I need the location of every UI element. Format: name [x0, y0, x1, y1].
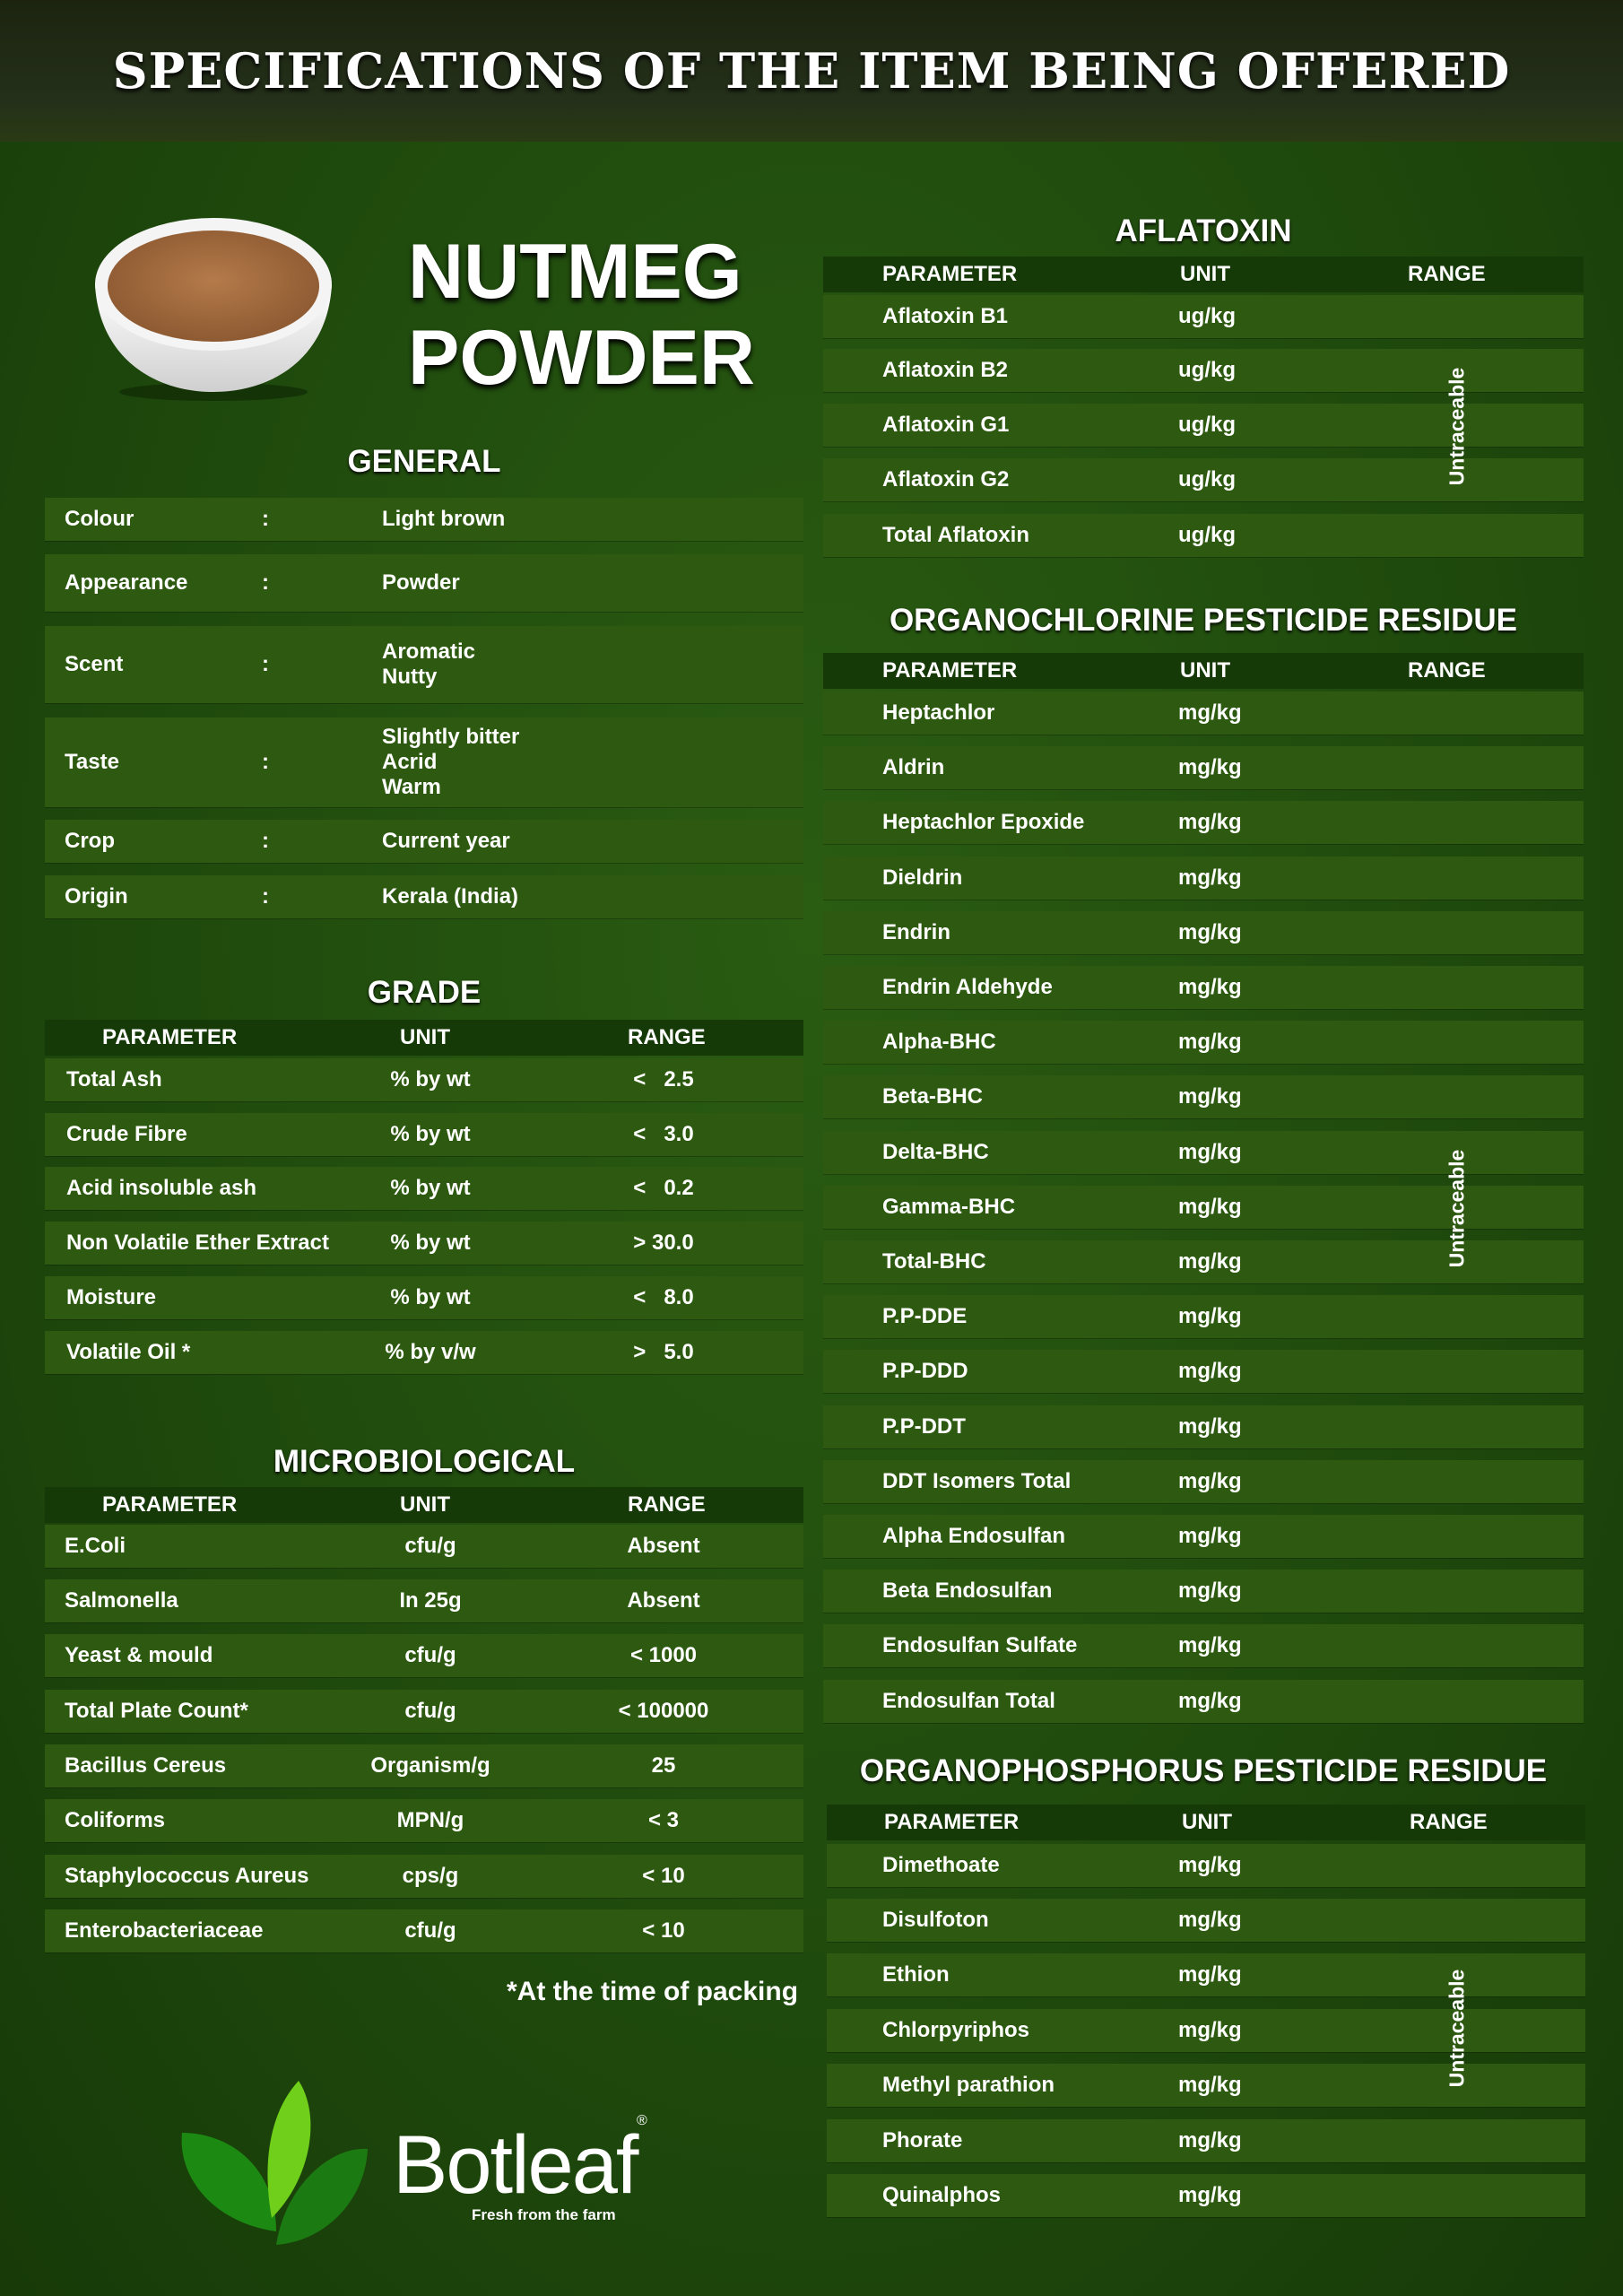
general-value-line: Kerala (India) — [382, 884, 519, 909]
aflatoxin-range-untraceable: Untraceable — [1445, 367, 1469, 486]
micro-range: < 3 — [647, 1808, 680, 1832]
micro-parameter: Total Plate Count* — [65, 1699, 248, 1723]
grade-unit: % by wt — [390, 1231, 471, 1255]
micro-row — [45, 1909, 803, 1952]
organophosphorus-unit: mg/kg — [1178, 2128, 1242, 2152]
grade-range: < 0.2 — [633, 1176, 694, 1200]
organochlorine-header-range: RANGE — [1408, 658, 1486, 683]
general-value-line: Slightly bitter — [382, 725, 520, 749]
micro-header-parameter: PARAMETER — [102, 1492, 238, 1517]
general-row — [45, 875, 803, 918]
grade-row — [45, 1222, 803, 1265]
organochlorine-parameter: P.P-DDE — [882, 1304, 968, 1329]
general-value-line: Powder — [382, 570, 460, 595]
general-value-line: Warm — [382, 775, 441, 799]
organochlorine-parameter: Alpha-BHC — [882, 1030, 996, 1055]
organochlorine-parameter: Endrin — [882, 919, 950, 944]
grade-unit: % by wt — [390, 1285, 471, 1309]
organochlorine-row — [823, 1075, 1584, 1118]
organochlorine-row — [823, 1295, 1584, 1338]
organochlorine-parameter: DDT Isomers Total — [882, 1468, 1072, 1493]
organochlorine-unit: mg/kg — [1178, 700, 1242, 725]
micro-range: Absent — [627, 1534, 700, 1558]
product-title — [408, 229, 785, 401]
micro-row — [45, 1525, 803, 1568]
general-value — [382, 718, 519, 807]
general-row — [45, 718, 803, 807]
general-row — [45, 626, 803, 703]
micro-unit: In 25g — [399, 1588, 462, 1613]
organochlorine-row — [823, 1240, 1584, 1283]
grade-parameter: Acid insoluble ash — [66, 1176, 257, 1200]
aflatoxin-row — [823, 295, 1584, 338]
general-value-line: Light brown — [382, 507, 506, 531]
organochlorine-parameter: Heptachlor Epoxide — [882, 810, 1085, 835]
organochlorine-unit: mg/kg — [1178, 919, 1242, 944]
organophosphorus-row — [827, 2009, 1585, 2052]
product-title-line2: POWDER — [408, 315, 755, 401]
micro-parameter: Coliforms — [65, 1808, 166, 1832]
organochlorine-unit: mg/kg — [1178, 1578, 1242, 1604]
grade-row — [45, 1113, 803, 1156]
general-row — [45, 498, 803, 541]
micro-unit: cfu/g — [404, 1699, 456, 1723]
organophosphorus-section-title: ORGANOPHOSPHORUS PESTICIDE RESIDUE — [859, 1753, 1548, 1788]
general-value-line: Nutty — [382, 665, 438, 689]
organophosphorus-row — [827, 2064, 1585, 2107]
micro-range: < 10 — [642, 1918, 685, 1943]
organochlorine-header-parameter: PARAMETER — [882, 658, 1018, 683]
micro-range: < 1000 — [629, 1643, 698, 1667]
organophosphorus-row — [827, 2174, 1585, 2217]
aflatoxin-header-range: RANGE — [1408, 262, 1486, 286]
micro-range: < 10 — [642, 1864, 685, 1888]
organophosphorus-row — [827, 1899, 1585, 1942]
organophosphorus-unit: mg/kg — [1178, 2018, 1242, 2042]
registered-mark: ® — [637, 2113, 647, 2128]
micro-range: Absent — [627, 1588, 700, 1613]
micro-header-row — [45, 1487, 803, 1523]
organochlorine-parameter: Beta-BHC — [882, 1084, 984, 1109]
grade-parameter: Moisture — [66, 1285, 157, 1309]
grade-unit: % by v/w — [385, 1340, 476, 1364]
grade-header-range: RANGE — [628, 1025, 706, 1049]
organochlorine-row — [823, 1350, 1584, 1393]
grade-section-title: GRADE — [367, 975, 482, 1010]
grade-row — [45, 1058, 803, 1101]
aflatoxin-unit: ug/kg — [1178, 304, 1236, 328]
grade-parameter: Non Volatile Ether Extract — [66, 1231, 329, 1255]
organochlorine-parameter: Aldrin — [882, 755, 945, 780]
micro-unit: cps/g — [402, 1864, 459, 1888]
organochlorine-unit: mg/kg — [1178, 1194, 1242, 1219]
organochlorine-row — [823, 1131, 1584, 1174]
grade-parameter: Total Ash — [66, 1067, 162, 1091]
organochlorine-row — [823, 746, 1584, 789]
header-banner — [0, 0, 1623, 142]
organochlorine-unit: mg/kg — [1178, 1633, 1242, 1658]
grade-unit: % by wt — [390, 1176, 471, 1200]
organochlorine-header-unit: UNIT — [1180, 658, 1230, 683]
organophosphorus-unit: mg/kg — [1178, 1962, 1242, 1987]
organochlorine-unit: mg/kg — [1178, 1468, 1242, 1493]
organochlorine-unit: mg/kg — [1178, 975, 1242, 999]
aflatoxin-parameter: Aflatoxin G1 — [882, 413, 1010, 437]
grade-parameter: Crude Fibre — [66, 1122, 187, 1146]
organochlorine-section-title: ORGANOCHLORINE PESTICIDE RESIDUE — [889, 603, 1518, 638]
general-label: Colour — [65, 507, 135, 531]
grade-range: < 2.5 — [633, 1067, 694, 1091]
organophosphorus-header-range: RANGE — [1410, 1810, 1488, 1834]
general-separator: : — [262, 507, 269, 531]
organochlorine-unit: mg/kg — [1178, 1359, 1242, 1384]
grade-unit: % by wt — [390, 1122, 471, 1146]
organochlorine-row — [823, 1405, 1584, 1448]
aflatoxin-parameter: Aflatoxin B1 — [882, 304, 1009, 328]
organochlorine-unit: mg/kg — [1178, 1084, 1242, 1109]
organochlorine-row — [823, 1186, 1584, 1229]
grade-row — [45, 1331, 803, 1374]
organochlorine-parameter: P.P-DDD — [882, 1359, 968, 1384]
micro-range: < 100000 — [618, 1699, 709, 1723]
organochlorine-row — [823, 857, 1584, 900]
organophosphorus-parameter: Chlorpyriphos — [882, 2018, 1030, 2042]
organochlorine-row — [823, 801, 1584, 844]
grade-row — [45, 1167, 803, 1210]
micro-parameter: Staphylococcus Aureus — [65, 1864, 309, 1888]
organochlorine-unit: mg/kg — [1178, 1139, 1242, 1164]
organophosphorus-unit: mg/kg — [1178, 2183, 1242, 2207]
general-value-line: Aromatic — [382, 639, 476, 664]
micro-unit: cfu/g — [404, 1534, 456, 1558]
organochlorine-parameter: Beta Endosulfan — [882, 1578, 1053, 1604]
micro-parameter: Yeast & mould — [65, 1643, 213, 1667]
grade-parameter: Volatile Oil * — [66, 1340, 191, 1364]
aflatoxin-header-unit: UNIT — [1180, 262, 1230, 286]
organophosphorus-parameter: Ethion — [882, 1962, 950, 1987]
organochlorine-parameter: Gamma-BHC — [882, 1194, 1016, 1219]
aflatoxin-row — [823, 458, 1584, 501]
general-label: Appearance — [65, 570, 188, 595]
aflatoxin-unit: ug/kg — [1178, 358, 1236, 382]
general-label: Taste — [65, 750, 119, 774]
micro-unit: Organism/g — [370, 1753, 490, 1778]
organochlorine-row — [823, 1021, 1584, 1064]
organochlorine-unit: mg/kg — [1178, 1249, 1242, 1274]
organochlorine-parameter: Endosulfan Total — [882, 1688, 1055, 1713]
organochlorine-parameter: Endosulfan Sulfate — [882, 1633, 1078, 1658]
organochlorine-unit: mg/kg — [1178, 1413, 1242, 1439]
micro-row — [45, 1579, 803, 1622]
aflatoxin-header-parameter: PARAMETER — [882, 262, 1018, 286]
grade-range: < 8.0 — [633, 1285, 694, 1309]
page-title: SPECIFICATIONS OF THE ITEM BEING OFFERED — [112, 42, 1511, 100]
organochlorine-parameter: Heptachlor — [882, 700, 995, 725]
general-label: Scent — [65, 652, 124, 676]
organochlorine-range-untraceable: Untraceable — [1445, 1149, 1469, 1268]
organophosphorus-header-parameter: PARAMETER — [884, 1810, 1020, 1834]
general-separator: : — [262, 829, 269, 853]
general-value — [382, 626, 475, 703]
general-label: Origin — [65, 884, 128, 909]
organochlorine-row — [823, 1570, 1584, 1613]
organochlorine-parameter: Delta-BHC — [882, 1139, 989, 1164]
organochlorine-parameter: Total-BHC — [882, 1249, 986, 1274]
organophosphorus-header-row — [827, 1805, 1585, 1840]
grade-row — [45, 1276, 803, 1319]
grade-header-row — [45, 1020, 803, 1056]
organophosphorus-unit: mg/kg — [1178, 2073, 1242, 2097]
aflatoxin-parameter: Aflatoxin G2 — [882, 467, 1010, 491]
organochlorine-row — [823, 691, 1584, 735]
general-separator: : — [262, 750, 269, 774]
organophosphorus-range-untraceable: Untraceable — [1445, 1969, 1469, 2088]
grade-header-parameter: PARAMETER — [102, 1025, 238, 1049]
organochlorine-row — [823, 1460, 1584, 1503]
organochlorine-unit: mg/kg — [1178, 810, 1242, 835]
organochlorine-unit: mg/kg — [1178, 1524, 1242, 1548]
grade-range: > 30.0 — [633, 1231, 694, 1255]
micro-unit: cfu/g — [404, 1643, 456, 1667]
micro-row — [45, 1799, 803, 1842]
organophosphorus-row — [827, 1844, 1585, 1887]
aflatoxin-parameter: Aflatoxin B2 — [882, 358, 1009, 382]
aflatoxin-row — [823, 404, 1584, 447]
general-row — [45, 554, 803, 612]
organophosphorus-unit: mg/kg — [1178, 1853, 1242, 1877]
general-section-title: GENERAL — [347, 444, 501, 479]
aflatoxin-parameter: Total Aflatoxin — [882, 523, 1029, 547]
brand-name: Botleaf — [393, 2119, 638, 2211]
general-separator: : — [262, 652, 269, 676]
micro-range: 25 — [651, 1753, 676, 1778]
organochlorine-row — [823, 911, 1584, 954]
aflatoxin-unit: ug/kg — [1178, 413, 1236, 437]
micro-row — [45, 1690, 803, 1733]
general-value — [382, 875, 518, 918]
organochlorine-row — [823, 1624, 1584, 1667]
organochlorine-unit: mg/kg — [1178, 1030, 1242, 1055]
general-separator: : — [262, 884, 269, 909]
micro-parameter: E.Coli — [65, 1534, 126, 1558]
micro-header-unit: UNIT — [400, 1492, 450, 1517]
micro-header-range: RANGE — [628, 1492, 706, 1517]
organochlorine-parameter: Dieldrin — [882, 865, 963, 890]
product-title-line1: NUTMEG — [408, 229, 742, 315]
organochlorine-unit: mg/kg — [1178, 1304, 1242, 1329]
micro-parameter: Salmonella — [65, 1588, 178, 1613]
organochlorine-parameter: Endrin Aldehyde — [882, 975, 1053, 999]
organochlorine-parameter: Alpha Endosulfan — [882, 1524, 1065, 1548]
organophosphorus-row — [827, 2119, 1585, 2162]
general-value-line: Current year — [382, 829, 510, 853]
micro-unit: MPN/g — [396, 1808, 464, 1832]
grade-header-unit: UNIT — [400, 1025, 450, 1049]
general-value — [382, 554, 460, 612]
general-label: Crop — [65, 829, 115, 853]
organochlorine-row — [823, 1680, 1584, 1723]
brand-tagline: Fresh from the farm — [472, 2206, 616, 2223]
grade-range: < 3.0 — [633, 1122, 694, 1146]
organochlorine-row — [823, 1515, 1584, 1558]
organochlorine-unit: mg/kg — [1178, 865, 1242, 890]
micro-row — [45, 1744, 803, 1787]
micro-section-title: MICROBIOLOGICAL — [273, 1444, 576, 1479]
organophosphorus-parameter: Dimethoate — [882, 1853, 1000, 1877]
organophosphorus-row — [827, 1953, 1585, 1996]
organophosphorus-parameter: Disulfoton — [882, 1908, 989, 1932]
micro-parameter: Enterobacteriaceae — [65, 1918, 264, 1943]
nutmeg-powder-bowl-image — [90, 199, 337, 402]
organophosphorus-parameter: Quinalphos — [882, 2183, 1001, 2207]
organochlorine-header-row — [823, 653, 1584, 689]
general-separator: : — [262, 570, 269, 595]
organophosphorus-unit: mg/kg — [1178, 1908, 1242, 1932]
organochlorine-parameter: P.P-DDT — [882, 1413, 966, 1439]
organophosphorus-header-unit: UNIT — [1182, 1810, 1232, 1834]
general-value-line: Acrid — [382, 750, 438, 774]
organochlorine-unit: mg/kg — [1178, 755, 1242, 780]
general-value — [382, 820, 510, 863]
packing-footnote: *At the time of packing — [507, 1977, 799, 2006]
aflatoxin-unit: ug/kg — [1178, 523, 1236, 547]
micro-row — [45, 1855, 803, 1898]
general-row — [45, 820, 803, 863]
grade-unit: % by wt — [390, 1067, 471, 1091]
micro-unit: cfu/g — [404, 1918, 456, 1943]
aflatoxin-row — [823, 349, 1584, 392]
micro-parameter: Bacillus Cereus — [65, 1753, 227, 1778]
aflatoxin-section-title: AFLATOXIN — [1115, 213, 1292, 248]
organochlorine-row — [823, 966, 1584, 1009]
grade-range: > 5.0 — [633, 1340, 694, 1364]
aflatoxin-unit: ug/kg — [1178, 467, 1236, 491]
micro-row — [45, 1634, 803, 1677]
aflatoxin-row — [823, 514, 1584, 557]
organophosphorus-parameter: Phorate — [882, 2128, 963, 2152]
aflatoxin-header-row — [823, 257, 1584, 292]
organochlorine-unit: mg/kg — [1178, 1688, 1242, 1713]
general-value — [382, 498, 505, 541]
organophosphorus-parameter: Methyl parathion — [882, 2073, 1055, 2097]
